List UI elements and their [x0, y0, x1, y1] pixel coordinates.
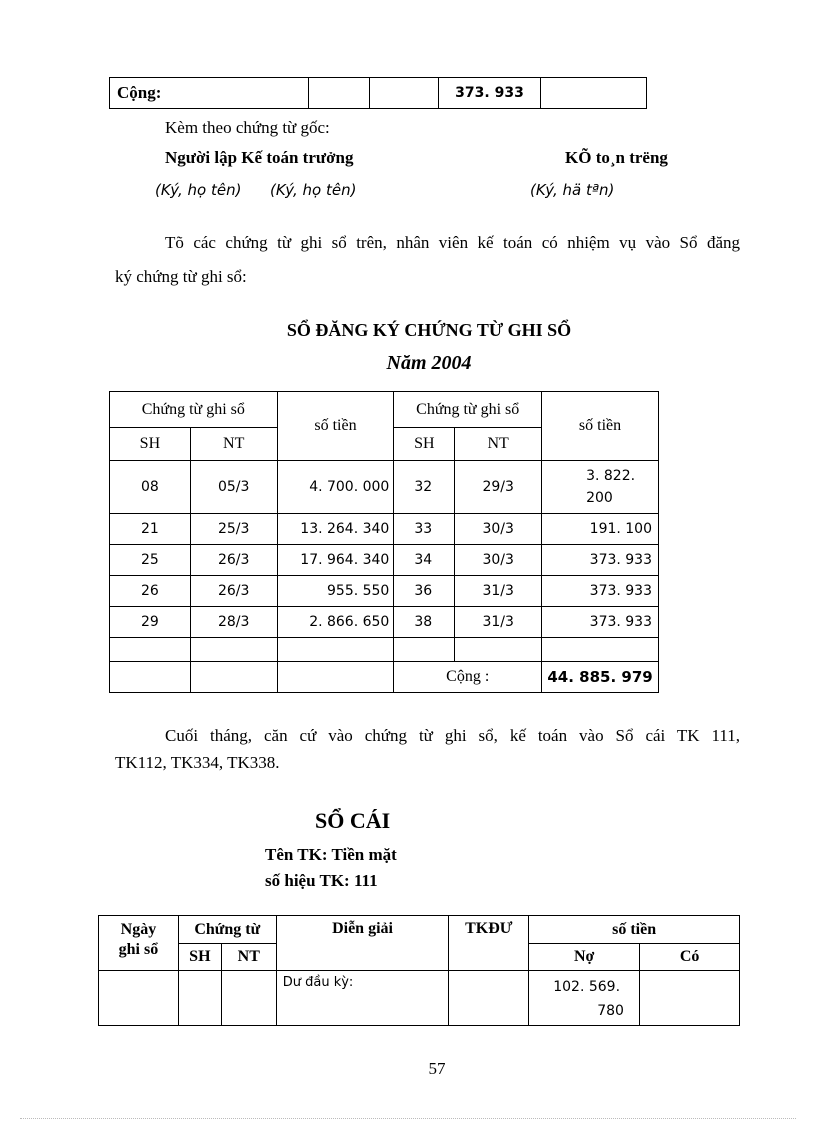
chief-accountant-title: Kế toán trưởng — [241, 148, 354, 167]
sign-director: (Ký, hä tªn) — [530, 181, 615, 199]
paragraph-2-line-2: TK112, TK334, TK338. — [115, 753, 280, 772]
amount-header: số tiền — [277, 392, 394, 461]
total-label-cell — [110, 78, 309, 109]
nt-cell: 31/3 — [455, 607, 542, 638]
sh-cell: 32 — [394, 461, 455, 514]
register-total-row — [110, 662, 659, 693]
sh-cell: 21 — [110, 514, 191, 545]
amount-cell: 13. 264. 340 — [277, 514, 394, 545]
sh-cell: 29 — [110, 607, 191, 638]
register-total-label: Cộng : — [394, 662, 542, 693]
ledger-account-no: số hiệu TK: 111 — [265, 871, 378, 890]
amount-cell: 373. 933 — [542, 576, 659, 607]
nt-cell: 26/3 — [190, 576, 277, 607]
contra-account-header: TKĐƯ — [449, 916, 529, 971]
table-row — [110, 461, 659, 514]
amount-cell: 4. 700. 000 — [277, 461, 394, 514]
sh-cell: 33 — [394, 514, 455, 545]
register-year: Năm 2004 — [386, 352, 472, 374]
table-row — [110, 576, 659, 607]
ledger-table — [98, 915, 740, 1026]
amount-cell: 17. 964. 340 — [277, 545, 394, 576]
voucher-group-header: Chứng từ ghi sổ — [110, 392, 278, 428]
amount-header: số tiền — [542, 392, 659, 461]
total-amount: 373. 933 — [455, 85, 524, 101]
sign-chief: (Ký, họ tên) — [270, 181, 357, 199]
amount-cell: 955. 550 — [277, 576, 394, 607]
nt-cell: 28/3 — [190, 607, 277, 638]
amount-cell: 373. 933 — [542, 607, 659, 638]
sh-header: SH — [110, 428, 191, 461]
total-row-table — [109, 77, 647, 109]
register-header-row — [110, 392, 659, 428]
nt-cell: 26/3 — [190, 545, 277, 576]
sh-cell: 38 — [394, 607, 455, 638]
amount-cell: 191. 100 — [542, 514, 659, 545]
paragraph-1-line-2: ký chứng từ ghi sổ: — [115, 267, 247, 286]
nt-cell: 31/3 — [455, 576, 542, 607]
register-title: SỔ ĐĂNG KÝ CHỨNG TỪ GHI SỔ — [286, 320, 572, 340]
sh-cell: 25 — [110, 545, 191, 576]
nt-cell: 30/3 — [455, 514, 542, 545]
credit-header: Có — [640, 944, 740, 971]
total-label: Cộng: — [117, 83, 162, 102]
table-row — [110, 607, 659, 638]
sh-header: SH — [394, 428, 455, 461]
nt-cell: 30/3 — [455, 545, 542, 576]
total-amount-cell — [439, 78, 541, 109]
amount-cell: 3. 822. 200 — [542, 461, 659, 514]
signature-titles — [165, 143, 353, 172]
ledger-account-name: Tên TK: Tiền mặt — [265, 845, 397, 864]
page-number: 57 — [428, 1059, 446, 1078]
voucher-group-header: Chứng từ ghi sổ — [394, 392, 542, 428]
ledger-title: SỔ CÁI — [315, 808, 391, 833]
amount-cell: 2. 866. 650 — [277, 607, 394, 638]
attach-text: Kèm theo chứng từ gốc: — [165, 118, 330, 137]
nt-cell: 05/3 — [190, 461, 277, 514]
ledger-header-row — [99, 916, 740, 944]
table-row — [99, 971, 740, 1026]
nt-header: NT — [455, 428, 542, 461]
register-total-value: 44. 885. 979 — [542, 662, 659, 693]
table-row — [110, 545, 659, 576]
nt-header: NT — [190, 428, 277, 461]
preparer-title: Người lập — [165, 148, 238, 167]
sh-cell: 26 — [110, 576, 191, 607]
debit-header: Nợ — [529, 944, 640, 971]
sh-cell: 36 — [394, 576, 455, 607]
sign-preparer: (Ký, họ tên) — [155, 181, 242, 199]
sh-cell: 34 — [394, 545, 455, 576]
empty-cell — [309, 78, 370, 109]
debit-cell: 102. 569. 780 — [529, 971, 640, 1026]
paragraph-2-line-1: Cuối tháng, căn cứ vào chứng từ ghi sổ, kế toán vào Sổ cái TK 111, — [165, 726, 740, 745]
voucher-header: Chứng từ — [178, 916, 276, 944]
empty-cell — [370, 78, 439, 109]
nt-cell: 25/3 — [190, 514, 277, 545]
description-cell: Dư đầu kỳ: — [276, 971, 449, 1026]
sh-cell: 08 — [110, 461, 191, 514]
director-title: KÕ to¸n trëng — [565, 148, 668, 167]
table-row — [110, 514, 659, 545]
table-row-empty — [110, 638, 659, 662]
amount-cell: 373. 933 — [542, 545, 659, 576]
description-header: Diễn giải — [276, 916, 449, 971]
date-header: Ngày ghi sổ — [99, 916, 179, 971]
ledger-amount-header: số tiền — [529, 916, 740, 944]
empty-cell — [541, 78, 647, 109]
paragraph-1-line-1: Tõ các chứng từ ghi sổ trên, nhân viên kế toán có nhiệm vụ vào Sổ đăng — [165, 233, 740, 252]
nt-header: NT — [221, 944, 276, 971]
sh-header: SH — [178, 944, 221, 971]
register-table — [109, 391, 659, 693]
page-divider — [20, 1118, 796, 1119]
nt-cell: 29/3 — [455, 461, 542, 514]
